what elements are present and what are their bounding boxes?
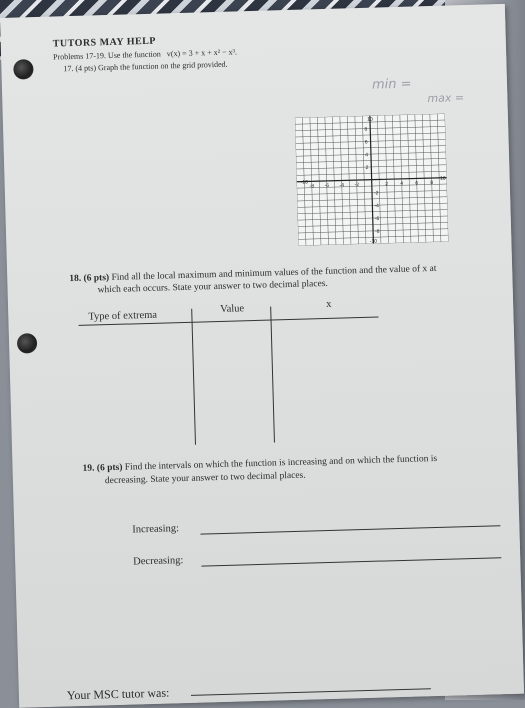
graph-grid [295, 114, 449, 251]
y-tick-label: 8 [364, 126, 368, 133]
x-min-label: -10 [300, 179, 309, 186]
q19-text: Find the intervals on which the function is increasing and on which the function is [124, 453, 438, 473]
col-value: Value [220, 303, 245, 315]
table-divider-1 [191, 309, 196, 445]
function-text: v(x) = 3 + x + x² − x³. [166, 47, 238, 59]
q18-text-2: which each occurs. State your answer to two decimal places. [97, 278, 328, 296]
x-tick-label: -2 [354, 182, 360, 189]
q19-number: 19. [82, 463, 95, 474]
x-tick-label: 2 [385, 181, 389, 188]
grid-svg [295, 114, 449, 246]
x-tick-label: -6 [324, 182, 330, 190]
q19-text-2: decreasing. State your answer to two decimal places. [104, 470, 306, 487]
handwritten-min: min = [371, 76, 412, 93]
x-tick-label: 6 [415, 180, 419, 187]
y-tick-label: -8 [375, 228, 380, 235]
question-19-line1 [82, 454, 437, 474]
y-min-label: -10 [369, 238, 378, 245]
col-type-of-extrema: Type of extrema [88, 309, 158, 323]
x-tick-label: -4 [339, 182, 345, 189]
y-tick-label: -2 [373, 190, 379, 197]
y-max-label: 10 [367, 116, 373, 123]
col-x: x [325, 298, 332, 311]
question-17: 17. (4 pts) Graph the function on the grid provided. [63, 59, 228, 74]
q18-points: (6 pts) [83, 273, 110, 284]
worksheet-page [0, 4, 524, 708]
x-tick-label: 8 [430, 179, 434, 187]
decreasing-label: Decreasing: [133, 555, 184, 568]
tutor-answer-line[interactable] [191, 688, 431, 696]
y-tick-label: 6 [364, 139, 368, 146]
x-max-label: 10 [440, 175, 446, 182]
y-tick-label: 2 [365, 164, 369, 172]
question-19-line2 [105, 471, 306, 487]
punch-hole-middle [17, 333, 38, 354]
problems-line: Problems 17-19. Use the function [52, 49, 161, 62]
y-tick-label: 4 [365, 152, 369, 159]
q18-number: 18. [69, 273, 82, 285]
page-title: TUTORS MAY HELP [52, 35, 157, 50]
handwritten-max: max = [427, 91, 465, 106]
tutor-label: Your MSC tutor was: [66, 685, 170, 703]
q18-text: Find all the local maximum and minimum values of the function and the value of x at [111, 263, 437, 283]
punch-hole-top [13, 59, 34, 80]
table-divider-2 [270, 307, 275, 443]
increasing-answer-line[interactable] [200, 525, 500, 534]
x-tick-label: 4 [400, 180, 404, 187]
decreasing-answer-line[interactable] [201, 557, 501, 566]
increasing-label: Increasing: [132, 523, 180, 536]
x-tick-label: -8 [309, 183, 315, 190]
y-tick-label: -6 [374, 215, 380, 223]
y-tick-label: -4 [374, 203, 379, 210]
q19-points: (6 pts) [96, 462, 123, 474]
